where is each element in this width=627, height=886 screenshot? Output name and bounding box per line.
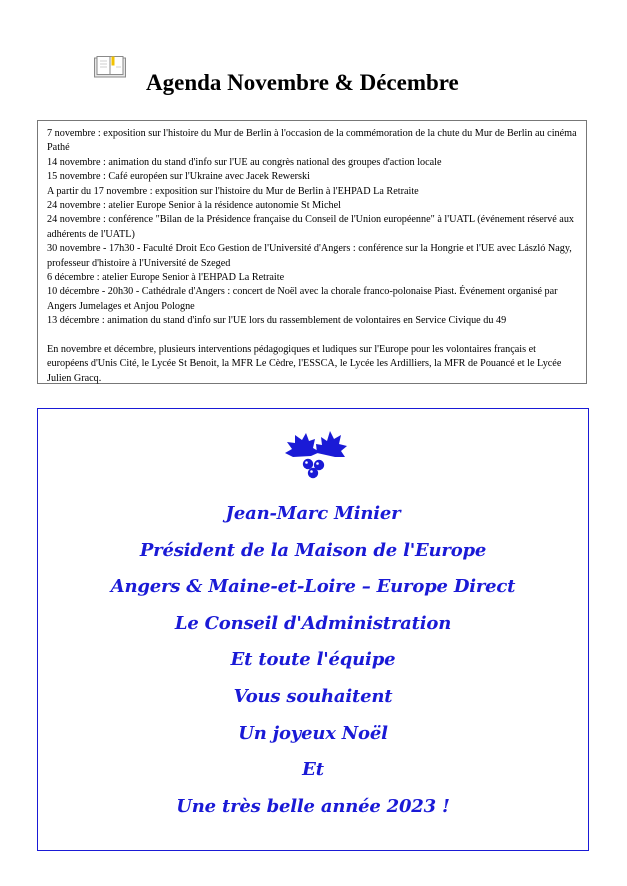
greeting-line: Un joyeux Noël — [238, 722, 388, 744]
greeting-card — [37, 408, 589, 851]
page-header — [92, 50, 552, 100]
agenda-item: 14 novembre : animation du stand d'info sur l'UE au congrès national des groupes d'action locale — [47, 156, 442, 168]
agenda-note: En novembre et décembre, plusieurs interventions pédagogiques et ludiques sur l'Europe pour les volontaires français et européens d'Unis Cité, le Lycée St Benoit, la MFR Le Cèdre, l'ESSCA, le Lycée les Ardilliers, la MFR de Pouancé et le Lycée Julien Gracq. — [47, 343, 562, 384]
greeting-line: Et toute l'équipe — [230, 649, 396, 671]
greeting-line: Et — [302, 759, 324, 781]
greeting-sender: Jean-Marc Minier — [225, 503, 401, 524]
agenda-item: 30 novembre - 17h30 - Faculté Droit Eco Gestion de l'Université d'Angers : conférence sur la Hongrie et l'UE avec László Nagy, professeur d'histoire à l'Université de Szeged — [47, 243, 572, 269]
agenda-item: 7 novembre : exposition sur l'histoire du Mur de Berlin à l'occasion de la commémoration de la chute du Mur de Berlin au cinéma Pathé — [47, 128, 577, 154]
agenda-box — [37, 120, 587, 384]
page-title: Agenda Novembre & Décembre — [146, 70, 459, 95]
agenda-item: 6 décembre : atelier Europe Senior à l'EHPAD La Retraite — [47, 272, 285, 284]
holly-icon — [283, 427, 347, 479]
greeting-line: Angers & Maine-et-Loire – Europe Direct — [110, 576, 516, 598]
greeting-line: Le Conseil d'Administration — [174, 612, 452, 634]
greeting-line: Président de la Maison de l'Europe — [139, 539, 487, 561]
book-icon — [94, 56, 126, 78]
agenda-item: 13 décembre : animation du stand d'info sur l'UE lors du rassemblement de volontaires en Service Civique du 49 — [47, 315, 507, 327]
agenda-item: 24 novembre : atelier Europe Senior à la résidence autonomie St Michel — [47, 200, 341, 212]
agenda-item: 15 novembre : Café européen sur l'Ukraine avec Jacek Rewerski — [47, 171, 310, 183]
agenda-item: 24 novembre : conférence "Bilan de la Présidence française du Conseil de l'Union européenne" à l'UATL (événement réservé aux adhérents de l'UATL) — [47, 214, 575, 240]
agenda-item: 10 décembre - 20h30 - Cathédrale d'Angers : concert de Noël avec la chorale franco-polonaise Piast. Événement organisé par Angers Jumelages et Anjou Pologne — [47, 286, 558, 312]
greeting-line: Une très belle année 2023 ! — [176, 795, 450, 817]
agenda-item: A partir du 17 novembre : exposition sur l'histoire du Mur de Berlin à l'EHPAD La Retraite — [47, 185, 419, 197]
greeting-line: Vous souhaitent — [233, 685, 393, 707]
greeting-lines — [38, 496, 588, 825]
agenda-list — [47, 127, 578, 329]
